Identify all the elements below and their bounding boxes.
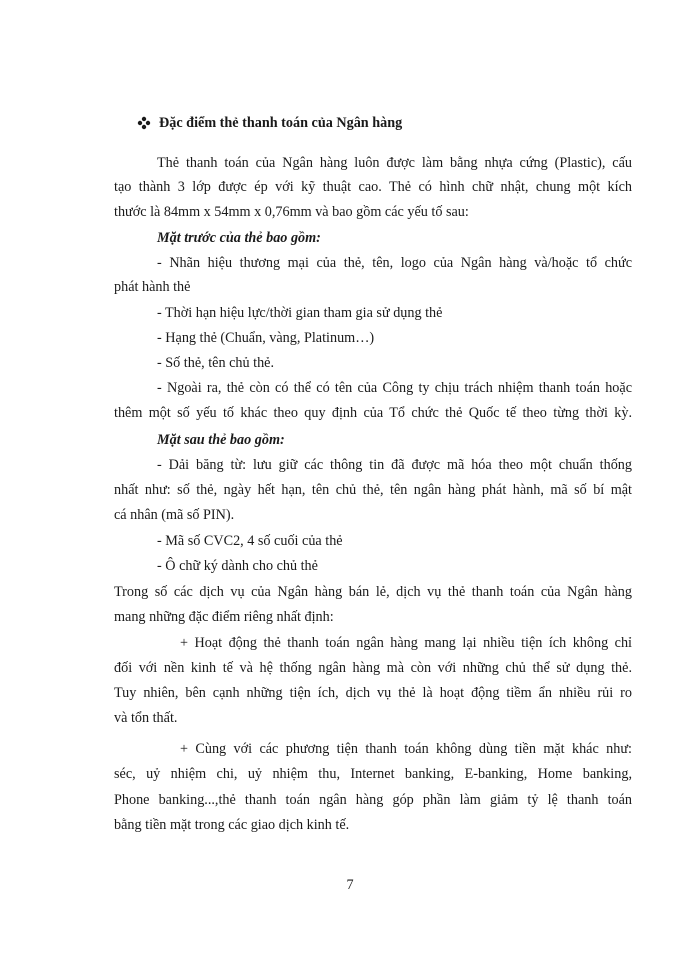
front-line-4: - Hạng thẻ (Chuẩn, vàng, Platinum…) (157, 330, 375, 346)
point1-line-1: + Hoạt động thẻ thanh toán ngân hàng mang lại nhiều tiện ích không chỉ (180, 635, 632, 651)
point1-line-4: và tổn thất. (114, 710, 178, 726)
front-line-1: - Nhãn hiệu thương mại của thẻ, tên, logo của Ngân hàng và/hoặc tổ chức (157, 255, 632, 271)
front-line-7: thêm một số yếu tố khác theo quy định của Tổ chức thẻ Quốc tế theo từng thời kỳ. (114, 405, 632, 421)
intro-line-2: tạo thành 3 lớp được ép với kỹ thuật cao. Thẻ có hình chữ nhật, chung một kích (114, 179, 632, 195)
diamond-bullet-icon (137, 116, 151, 130)
front-line-3: - Thời hạn hiệu lực/thời gian tham gia sử dụng thẻ (157, 305, 443, 321)
point2-line-3: Phone banking...,thẻ thanh toán ngân hàng góp phần làm giảm tỷ lệ thanh toán (114, 792, 632, 808)
back-line-5: - Ô chữ ký dành cho chủ thẻ (157, 558, 318, 574)
back-subheading: Mặt sau thẻ bao gồm: (157, 432, 285, 448)
back-line-2: nhất như: số thẻ, ngày hết hạn, tên chủ thẻ, tên ngân hàng phát hành, mã số bí mật (114, 482, 632, 498)
section-heading: Đặc điểm thẻ thanh toán của Ngân hàng (159, 115, 403, 131)
back-line-1: - Dải băng từ: lưu giữ các thông tin đã được mã hóa theo một chuẩn thống (157, 457, 632, 473)
point2-line-4: bằng tiền mặt trong các giao dịch kinh tế. (114, 817, 350, 833)
features-intro-line-2: mang những đặc điểm riêng nhất định: (114, 609, 334, 625)
point2-line-2: séc, uỷ nhiệm chi, uỷ nhiệm thu, Internet banking, E-banking, Home banking, (114, 766, 632, 782)
back-line-3: cá nhân (mã số PIN). (114, 507, 235, 523)
point1-line-2: đối với nền kinh tế và hệ thống ngân hàng mà còn với những chủ thể sử dụng thẻ. (114, 660, 632, 676)
intro-line-1: Thẻ thanh toán của Ngân hàng luôn được làm bằng nhựa cứng (Plastic), cấu (157, 155, 632, 171)
point2-line-1: + Cùng với các phương tiện thanh toán không dùng tiền mặt khác như: (180, 741, 632, 757)
front-line-5: - Số thẻ, tên chủ thẻ. (157, 355, 275, 371)
page-number: 7 (346, 877, 354, 893)
point1-line-3: Tuy nhiên, bên cạnh những tiện ích, dịch vụ thẻ là hoạt động tiềm ẩn nhiều rủi ro (114, 685, 632, 701)
front-subheading: Mặt trước của thẻ bao gồm: (157, 230, 321, 246)
intro-line-3: thước là 84mm x 54mm x 0,76mm và bao gồm các yếu tố sau: (114, 204, 469, 220)
front-line-2: phát hành thẻ (114, 279, 191, 295)
features-intro-line-1: Trong số các dịch vụ của Ngân hàng bán lẻ, dịch vụ thẻ thanh toán của Ngân hàng (114, 584, 632, 600)
back-line-4: - Mã số CVC2, 4 số cuối của thẻ (157, 533, 343, 549)
front-line-6: - Ngoài ra, thẻ còn có thể có tên của Công ty chịu trách nhiệm thanh toán hoặc (157, 380, 632, 396)
